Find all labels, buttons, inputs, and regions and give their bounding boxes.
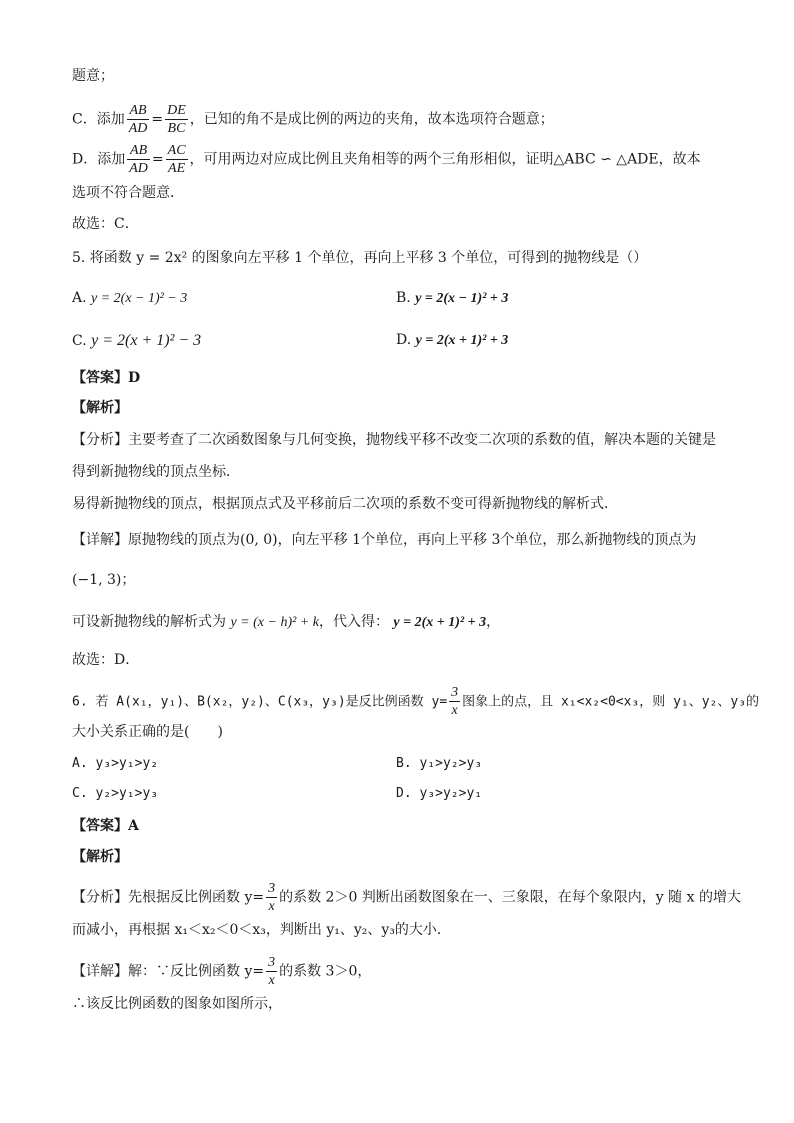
fraction: [127, 142, 150, 177]
fraction: [266, 954, 277, 989]
fraction: [127, 102, 150, 137]
fraction-numerator: 3: [268, 955, 276, 970]
text-line: 得到新抛物线的顶点坐标．: [72, 464, 240, 480]
option-formula: y = 2(x + 1)² + 3: [415, 333, 509, 348]
formula: y = (x − h)² + k: [230, 615, 319, 630]
fraction: [166, 142, 188, 177]
fraction-denominator: x: [268, 899, 275, 914]
detail-6-line: [72, 954, 734, 989]
option-formula: y = 2(x − 1)² + 3: [415, 291, 509, 306]
text-line: 易得新抛物线的顶点，根据顶点式及平移前后二次项的系数不变可得新抛物线的解析式．: [72, 496, 618, 512]
text-span: 【分析】先根据反比例函数 y=: [72, 889, 265, 906]
fraction-numerator: AB: [127, 142, 150, 160]
answer-5: 【答案】D: [72, 370, 141, 386]
text-line: 而减小，再根据 x₁＜x₂＜0＜x₃，判断出 y₁、y₂、y₃的大小．: [72, 922, 451, 938]
fraction: [165, 102, 188, 137]
analysis-5-heading: 【解析】: [72, 400, 128, 416]
text-span: 【详解】解：∵反比例函数 y=: [72, 963, 265, 980]
fraction-denominator: x: [268, 973, 275, 988]
q5-option-a: [72, 290, 187, 307]
option-c-explanation: [72, 102, 734, 137]
text-span: ，已知的角不是成比例的两边的夹角，故本选项符合题意；: [189, 111, 554, 128]
q6-option-d: D. y₃>y₂>y₁: [396, 786, 483, 801]
q5-option-b: [396, 290, 508, 307]
text-span: D．添加: [72, 151, 126, 168]
text-line: (−1, 3)；: [72, 572, 136, 588]
fraction-denominator: x: [451, 703, 458, 718]
equals-sign: =: [151, 151, 164, 168]
text-line: ∴该反比例函数的图象如图所示，: [72, 996, 282, 1012]
answer-6: 【答案】A: [72, 818, 139, 834]
fraction-numerator: 3: [268, 881, 276, 896]
option-label: C.: [72, 333, 87, 349]
fraction-numerator: AB: [127, 102, 150, 120]
text-line: 题意；: [72, 68, 114, 84]
q6-option-c: C. y₂>y₁>y₃: [72, 786, 159, 801]
analysis-6-heading: 【解析】: [72, 849, 128, 865]
text-span: ，代入得：: [318, 614, 389, 630]
option-label: D.: [396, 332, 412, 348]
fraction: [266, 880, 277, 915]
text-span: ，: [486, 614, 501, 630]
text-span: 6. 若 A(x₁，y₁)、B(x₂，y₂)、C(x₃，y₃)是反比例函数 y=: [72, 694, 448, 710]
fraction-denominator: BC: [167, 121, 186, 136]
fraction-numerator: DE: [167, 103, 186, 118]
question-6-stem: [72, 684, 760, 719]
analysis-6-line: [72, 880, 741, 915]
text-span: 图象上的点，且 x₁<x₂<0<x₃，则 y₁、y₂、y₃的: [462, 694, 760, 710]
equals-sign: =: [151, 111, 164, 128]
text-line: 【详解】原抛物线的顶点为(0, 0)，向左平移 1个单位，再向上平移 3个单位，那么新抛物线的顶点为: [72, 532, 697, 548]
text-span: C．添加: [72, 111, 125, 128]
question-5-stem: 5. 将函数 y = 2x² 的图象向左平移 1 个单位，再向上平移 3 个单位，可得到的抛物线是（）: [72, 250, 648, 266]
q6-option-a: A. y₃>y₁>y₂: [72, 756, 159, 771]
text-span: 的系数 3＞0，: [279, 963, 372, 980]
text-line: 【分析】主要考查了二次函数图象与几何变换，抛物线平移不改变二次项的系数的值，解决本题的关键是: [72, 432, 716, 448]
text-span: ，可用两边对应成比例且夹角相等的两个三角形相似，证明△ABC ∽ △ADE，故本: [189, 151, 701, 168]
q5-option-c: [72, 332, 201, 350]
option-formula: y = 2(x + 1)² − 3: [91, 332, 202, 349]
text-line: 选项不符合题意．: [72, 185, 184, 201]
option-formula: y = 2(x − 1)² − 3: [91, 291, 188, 306]
text-span: 的系数 2＞0 判断出函数图象在一、三象限，在每个象限内，y 随 x 的增大: [279, 889, 741, 906]
detail-5-formula-line: [72, 612, 734, 633]
q6-option-b: B. y₁>y₂>y₃: [396, 756, 483, 771]
fraction: [449, 684, 460, 719]
option-d-explanation: [72, 142, 734, 177]
option-label: A.: [72, 290, 87, 306]
text-span: 可设新抛物线的解析式为: [72, 614, 226, 630]
fraction-numerator: AC: [167, 143, 186, 158]
fraction-numerator: 3: [451, 685, 459, 700]
fraction-denominator: AD: [128, 121, 148, 136]
fraction-denominator: AE: [168, 161, 186, 176]
text-line: 大小关系正确的是( ): [72, 724, 223, 740]
option-label: B.: [396, 290, 411, 306]
formula: y = 2(x + 1)² + 3: [393, 615, 487, 630]
fraction-denominator: AD: [129, 161, 148, 176]
text-line: 故选：D．: [72, 652, 140, 668]
q5-option-d: [396, 332, 508, 349]
text-line: 故选：C．: [72, 216, 139, 232]
